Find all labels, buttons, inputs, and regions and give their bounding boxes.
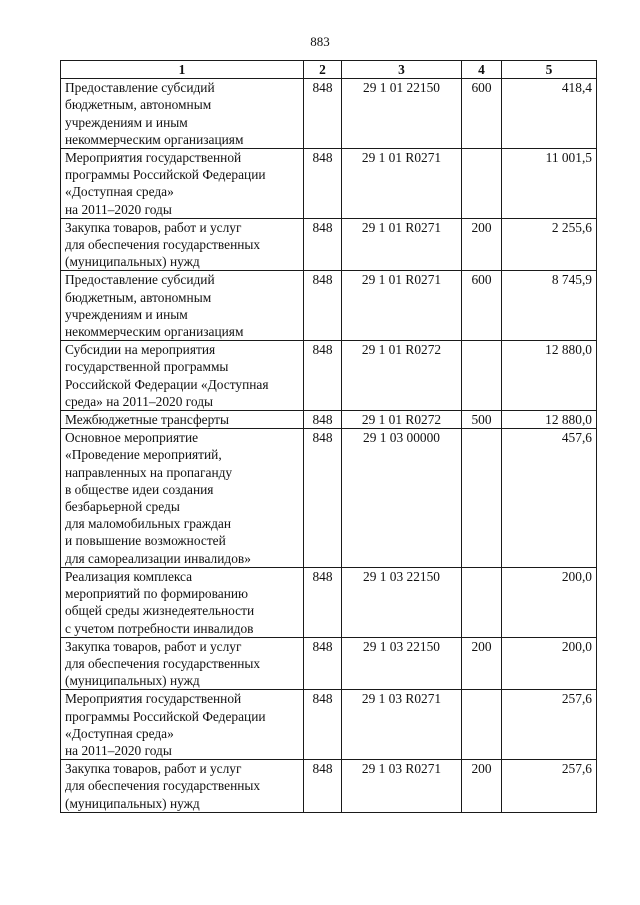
row-csr: 29 1 01 R0271 [342,218,462,271]
header-col-4: 4 [462,61,502,79]
row-name: Мероприятия государственной программы Российской Федерации «Доступная среда» на 2011–2020 годы [65,150,266,217]
row-name-cell [61,429,304,568]
table-row [61,429,597,568]
table-row [61,760,597,813]
row-vr: 200 [462,637,502,690]
row-vr: 200 [462,760,502,813]
row-ved: 848 [304,271,342,341]
row-name-cell [61,411,304,429]
table-row [61,341,597,411]
row-ved: 848 [304,218,342,271]
row-ved: 848 [304,429,342,568]
row-name: Предоставление субсидий бюджетным, автономным учреждениям и иным некоммерческим организациям [65,80,244,147]
row-name-cell [61,79,304,149]
row-name-cell [61,149,304,219]
row-csr: 29 1 01 22150 [342,79,462,149]
row-ved: 848 [304,690,342,760]
row-vr: 500 [462,411,502,429]
row-name-cell [61,271,304,341]
row-sum: 200,0 [502,637,597,690]
row-csr: 29 1 01 R0271 [342,149,462,219]
row-csr: 29 1 01 R0272 [342,411,462,429]
row-name: Закупка товаров, работ и услуг для обеспечения государственных (муниципальных) нужд [65,638,261,689]
row-name-cell [61,637,304,690]
row-sum: 257,6 [502,760,597,813]
row-csr: 29 1 03 22150 [342,637,462,690]
row-csr: 29 1 03 R0271 [342,760,462,813]
header-col-2: 2 [304,61,342,79]
row-name-cell [61,690,304,760]
row-sum: 12 880,0 [502,411,597,429]
row-vr [462,567,502,637]
row-name-cell [61,567,304,637]
row-sum: 418,4 [502,79,597,149]
row-name: Субсидии на мероприятия государственной программы Российской Федерации «Доступная среда» на 2011–2020 годы [65,342,269,409]
row-csr: 29 1 03 R0271 [342,690,462,760]
row-csr: 29 1 03 22150 [342,567,462,637]
row-csr: 29 1 01 R0271 [342,271,462,341]
header-col-1: 1 [61,61,304,79]
row-name: Основное мероприятие «Проведение мероприятий, направленных на пропаганду в обществе идеи создания безбарьерной среды для маломобильных граждан и повышение возможностей для самореализации инвалидов» [65,430,251,566]
header-col-5: 5 [502,61,597,79]
table-row [61,411,597,429]
row-sum: 2 255,6 [502,218,597,271]
row-name: Закупка товаров, работ и услуг для обеспечения государственных (муниципальных) нужд [65,761,261,811]
table-row [61,218,597,271]
row-csr: 29 1 01 R0272 [342,341,462,411]
row-vr: 200 [462,218,502,271]
row-vr: 600 [462,79,502,149]
row-sum: 11 001,5 [502,149,597,219]
row-sum: 257,6 [502,690,597,760]
page-number: 883 [310,34,330,49]
row-name-cell [61,341,304,411]
table-row [61,149,597,219]
row-vr [462,429,502,568]
row-name-cell [61,218,304,271]
row-vr [462,149,502,219]
table-body [61,79,597,813]
row-ved: 848 [304,567,342,637]
row-vr: 600 [462,271,502,341]
table-row [61,271,597,341]
row-sum: 12 880,0 [502,341,597,411]
row-vr [462,690,502,760]
row-ved: 848 [304,79,342,149]
table-row [61,567,597,637]
row-sum: 457,6 [502,429,597,568]
row-name: Предоставление субсидий бюджетным, автономным учреждениям и иным некоммерческим организациям [65,272,244,340]
row-csr: 29 1 03 00000 [342,429,462,568]
row-name: Межбюджетные трансферты [65,412,229,428]
header-row [61,61,597,79]
row-name: Реализация комплекса мероприятий по формированию общей среды жизнедеятельности с учетом потребности инвалидов [65,568,255,636]
row-name: Закупка товаров, работ и услуг для обеспечения государственных (муниципальных) нужд [65,219,261,270]
row-ved: 848 [304,149,342,219]
row-sum: 200,0 [502,567,597,637]
row-ved: 848 [304,760,342,813]
row-name: Мероприятия государственной программы Российской Федерации «Доступная среда» на 2011–2020 годы [65,691,266,758]
row-vr [462,341,502,411]
table-row [61,79,597,149]
table-row [61,690,597,760]
header-col-3: 3 [342,61,462,79]
table-row [61,637,597,690]
row-sum: 8 745,9 [502,271,597,341]
row-ved: 848 [304,411,342,429]
row-name-cell [61,760,304,813]
row-ved: 848 [304,637,342,690]
row-ved: 848 [304,341,342,411]
budget-table [60,60,597,813]
